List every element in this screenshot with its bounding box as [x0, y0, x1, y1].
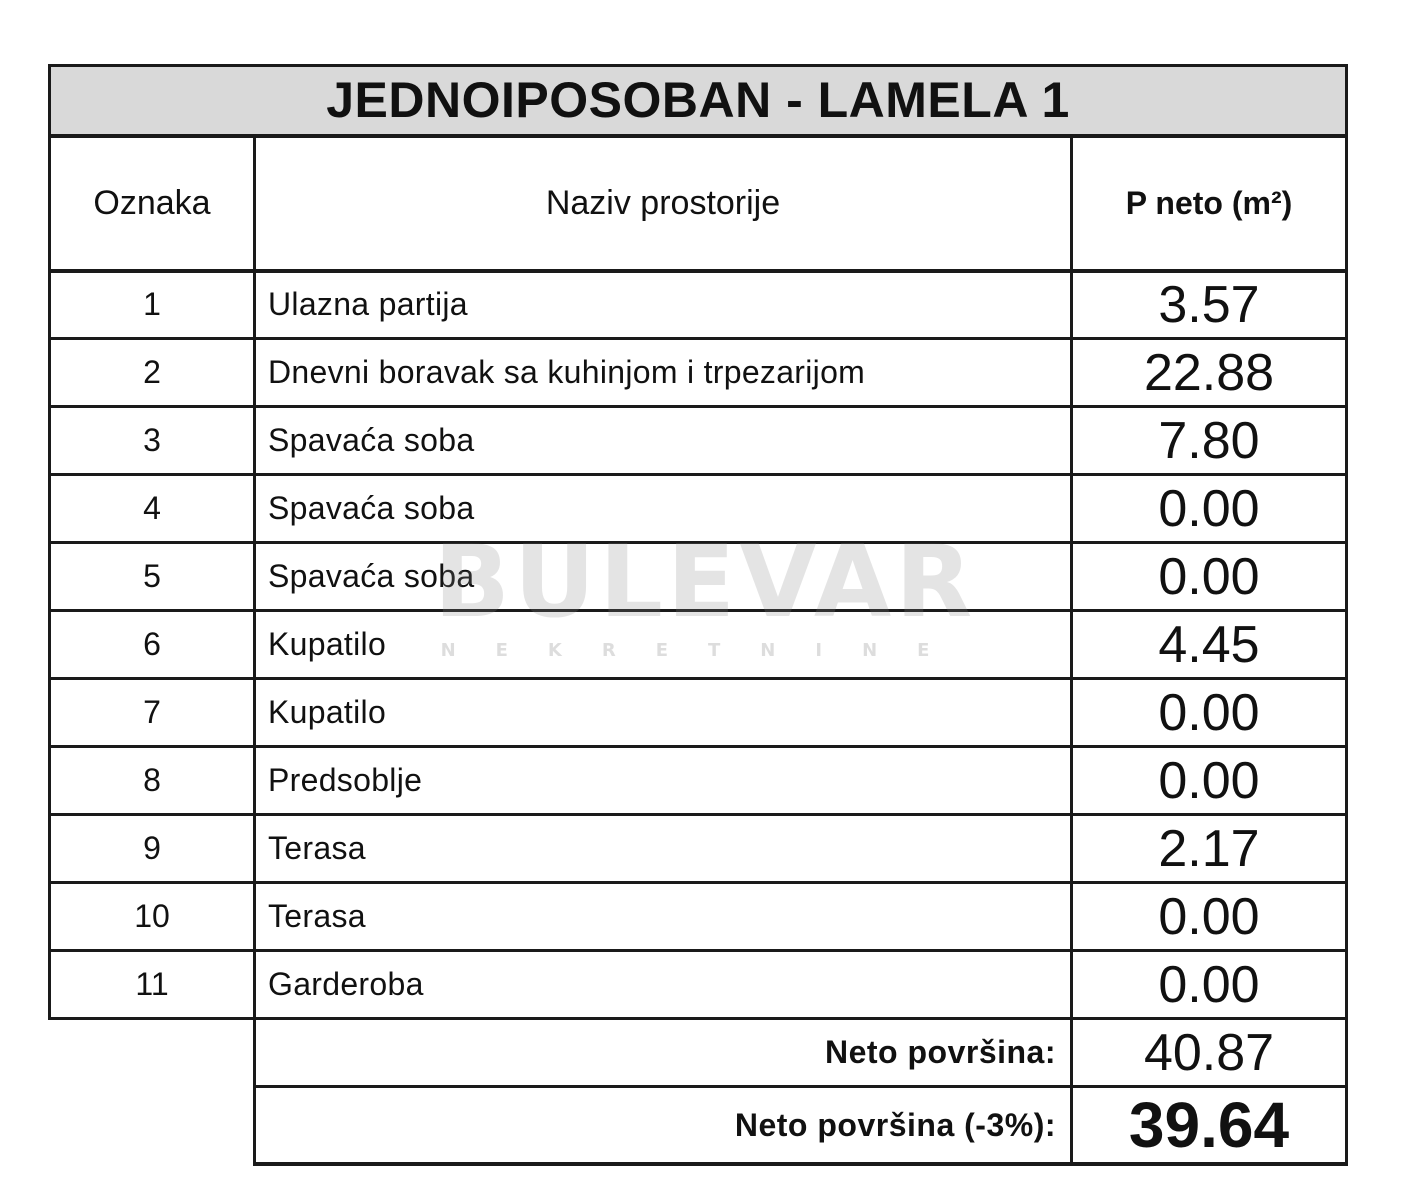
table-row [50, 475, 1347, 543]
neto-reduced-area-label: Neto površina (-3%): [255, 1087, 1072, 1165]
total-row-neto-reduced [50, 1087, 1347, 1165]
neto-reduced-area-value: 39.64 [1072, 1087, 1347, 1165]
table-title: JEDNOIPOSOBAN - LAMELA 1 [50, 66, 1347, 136]
watermark-subtitle: NEKRETNINE [440, 640, 970, 661]
room-area: 2.17 [1072, 815, 1347, 883]
room-name: Terasa [255, 815, 1072, 883]
room-number: 10 [50, 883, 255, 951]
table-row [50, 815, 1347, 883]
table-row [50, 951, 1347, 1019]
room-name: Spavaća soba [255, 407, 1072, 475]
header-oznaka: Oznaka [50, 136, 255, 271]
room-area: 0.00 [1072, 543, 1347, 611]
table-row [50, 339, 1347, 407]
header-naziv-prostorije: Naziv prostorije [255, 136, 1072, 271]
total-row-neto [50, 1019, 1347, 1087]
room-name: Garderoba [255, 951, 1072, 1019]
room-area: 22.88 [1072, 339, 1347, 407]
room-name: Ulazna partija [255, 271, 1072, 339]
room-area: 4.45 [1072, 611, 1347, 679]
room-number: 4 [50, 475, 255, 543]
room-number: 11 [50, 951, 255, 1019]
room-area: 0.00 [1072, 951, 1347, 1019]
area-table-sheet [48, 64, 1345, 1166]
room-area-table [48, 64, 1348, 1166]
watermark-logo-text: BULEVAR [433, 523, 977, 640]
room-number: 9 [50, 815, 255, 883]
room-name: Kupatilo [255, 611, 1072, 679]
room-area: 0.00 [1072, 747, 1347, 815]
neto-area-value: 40.87 [1072, 1019, 1347, 1087]
room-area: 7.80 [1072, 407, 1347, 475]
room-name: Spavaća soba [255, 543, 1072, 611]
room-area: 3.57 [1072, 271, 1347, 339]
room-number: 1 [50, 271, 255, 339]
table-row [50, 747, 1347, 815]
room-name: Kupatilo [255, 679, 1072, 747]
room-name: Spavaća soba [255, 475, 1072, 543]
table-row [50, 611, 1347, 679]
room-number: 6 [50, 611, 255, 679]
table-row [50, 407, 1347, 475]
table-row [50, 271, 1347, 339]
empty-cell [50, 1087, 255, 1165]
header-p-neto: P neto (m²) [1072, 136, 1347, 271]
room-name: Predsoblje [255, 747, 1072, 815]
room-area: 0.00 [1072, 475, 1347, 543]
room-area: 0.00 [1072, 679, 1347, 747]
room-number: 5 [50, 543, 255, 611]
table-row [50, 543, 1347, 611]
neto-area-label: Neto površina: [255, 1019, 1072, 1087]
room-number: 3 [50, 407, 255, 475]
room-name: Terasa [255, 883, 1072, 951]
room-area: 0.00 [1072, 883, 1347, 951]
table-row [50, 679, 1347, 747]
room-number: 8 [50, 747, 255, 815]
room-number: 7 [50, 679, 255, 747]
room-number: 2 [50, 339, 255, 407]
room-name: Dnevni boravak sa kuhinjom i trpezarijom [255, 339, 1072, 407]
empty-cell [50, 1019, 255, 1087]
table-row [50, 883, 1347, 951]
